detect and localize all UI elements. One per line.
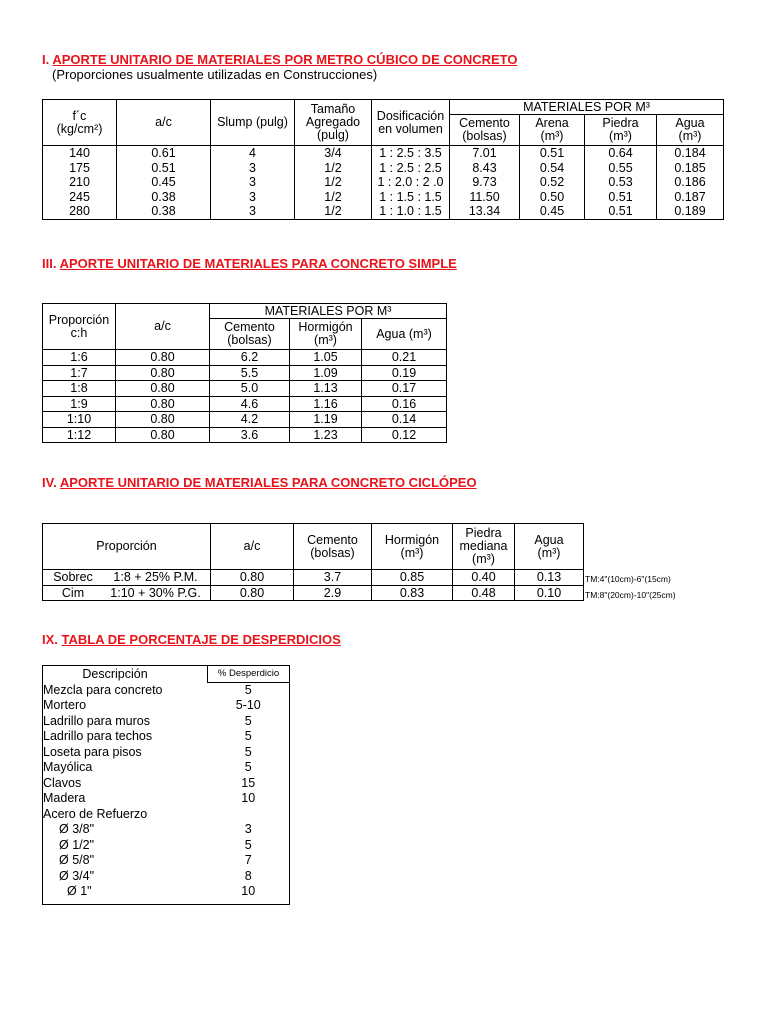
header-hormigon: Hormigón (m³)	[372, 524, 453, 570]
section-4-title	[42, 475, 477, 490]
slump-cell: 4	[211, 146, 295, 161]
hormigon-cell: 1.19	[290, 412, 362, 428]
waste-row	[43, 698, 290, 714]
concrete-row	[43, 146, 724, 161]
percent-cell: 5	[244, 744, 252, 759]
simple-concrete-row	[43, 365, 447, 381]
header-fc: f´c (kg/cm²)	[43, 100, 117, 146]
waste-row	[43, 884, 290, 904]
header-stone: Piedra (m³)	[585, 115, 657, 146]
concrete-row	[43, 204, 724, 219]
section-1-title	[42, 52, 518, 67]
percent-cell: 5	[244, 682, 252, 697]
cement-cell: 11.50	[450, 190, 520, 205]
cement-cell: 5.0	[210, 381, 290, 397]
section-1-note: (Proporciones usualmente utilizadas en Construcciones)	[52, 67, 378, 82]
type-label: Cim	[61, 585, 85, 600]
dosage-cell: 1 : 1.5 : 1.5	[372, 190, 450, 205]
aggregate-size-cell: 1/2	[295, 190, 372, 205]
percent-cell: 7	[244, 853, 252, 868]
ac-cell: 0.80	[116, 381, 210, 397]
header-water: Agua (m³)	[362, 319, 447, 350]
ac-cell: 0.51	[117, 161, 211, 176]
note-cimiento: TM:8"(20cm)-10"(25cm)	[585, 590, 676, 600]
waste-row	[43, 745, 290, 761]
cement-cell: 6.2	[210, 350, 290, 366]
proportion-label: 1:8 + 25% P.M.	[113, 570, 198, 585]
dosage-cell: 1 : 2.0 : 2 .0	[372, 175, 450, 190]
aggregate-size-cell: 3/4	[295, 146, 372, 161]
ac-cell: 0.80	[116, 365, 210, 381]
fc-cell: 210	[43, 175, 117, 190]
slump-cell: 3	[211, 204, 295, 219]
fc-cell: 245	[43, 190, 117, 205]
section-3-number: III.	[42, 256, 57, 271]
proportion-cell: 1:10	[43, 412, 116, 428]
ac-cell: 0.80	[211, 570, 294, 586]
hormigon-cell: 1.16	[290, 396, 362, 412]
section-4-number: IV.	[42, 475, 57, 490]
ac-cell: 0.38	[117, 190, 211, 205]
description-cell: Mayólica	[43, 760, 93, 775]
concrete-row	[43, 175, 724, 190]
cement-cell: 13.34	[450, 204, 520, 219]
waste-row	[43, 807, 290, 823]
ac-cell: 0.61	[117, 146, 211, 161]
stone-cell: 0.53	[585, 175, 657, 190]
header-materials: MATERIALES POR M³	[210, 304, 447, 319]
header-aggregate-size: Tamaño Agregado (pulg)	[295, 100, 372, 146]
cyclopean-row	[43, 585, 584, 601]
waste-row	[43, 714, 290, 730]
water-cell: 0.16	[362, 396, 447, 412]
header-slump: Slump (pulg)	[211, 100, 295, 146]
cement-cell: 3.7	[294, 570, 372, 586]
waste-row	[43, 729, 290, 745]
proportion-cell: 1:12	[43, 427, 116, 443]
stone-cell: 0.55	[585, 161, 657, 176]
waste-row	[43, 682, 290, 698]
simple-concrete-row	[43, 381, 447, 397]
cement-cell: 2.9	[294, 585, 372, 601]
slump-cell: 3	[211, 175, 295, 190]
section-9-title-text: TABLA DE PORCENTAJE DE DESPERDICIOS	[61, 632, 341, 647]
header-dosage: Dosificación en volumen	[372, 100, 450, 146]
median-stone-cell: 0.40	[453, 570, 515, 586]
note-sobrecimiento: TM:4"(10cm)-6"(15cm)	[585, 574, 671, 584]
description-cell: Ladrillo para muros	[43, 713, 150, 728]
stone-cell: 0.51	[585, 190, 657, 205]
header-hormigon: Hormigón (m³)	[290, 319, 362, 350]
ac-cell: 0.45	[117, 175, 211, 190]
percent-cell: 8	[244, 868, 252, 883]
concrete-row	[43, 161, 724, 176]
proportion-cell: 1:8	[43, 381, 116, 397]
percent-cell: 5-10	[235, 698, 261, 713]
percent-cell: 5	[244, 760, 252, 775]
aggregate-size-cell: 1/2	[295, 204, 372, 219]
dosage-cell: 1 : 2.5 : 2.5	[372, 161, 450, 176]
cement-cell: 5.5	[210, 365, 290, 381]
median-stone-cell: 0.48	[453, 585, 515, 601]
cement-cell: 4.6	[210, 396, 290, 412]
proportion-cell: 1:9	[43, 396, 116, 412]
aggregate-size-cell: 1/2	[295, 161, 372, 176]
section-9-number: IX.	[42, 632, 58, 647]
percent-cell: 5	[244, 713, 252, 728]
header-description: Descripción	[82, 666, 148, 681]
percent-cell	[208, 807, 290, 823]
header-sand: Arena (m³)	[520, 115, 585, 146]
proportion-cell	[43, 570, 211, 586]
description-cell: Ladrillo para techos	[43, 729, 153, 744]
header-water: Agua (m³)	[515, 524, 584, 570]
stone-cell: 0.64	[585, 146, 657, 161]
description-cell: Loseta para pisos	[43, 744, 142, 759]
sand-cell: 0.52	[520, 175, 585, 190]
description-cell: Acero de Refuerzo	[43, 806, 148, 821]
percent-cell: 5	[244, 729, 252, 744]
waste-percentage-table	[42, 665, 290, 905]
ac-cell: 0.80	[116, 427, 210, 443]
section-1-number: I.	[42, 52, 50, 67]
waste-row	[43, 869, 290, 885]
section-1-title-text: APORTE UNITARIO DE MATERIALES POR METRO CÚBICO DE CONCRETO	[52, 52, 518, 67]
waste-row	[43, 776, 290, 792]
fc-cell: 175	[43, 161, 117, 176]
header-cement: Cemento (bolsas)	[294, 524, 372, 570]
water-cell: 0.12	[362, 427, 447, 443]
description-cell: Ø 1"	[67, 884, 92, 899]
hormigon-cell: 1.05	[290, 350, 362, 366]
water-cell: 0.10	[515, 585, 584, 601]
dosage-cell: 1 : 2.5 : 3.5	[372, 146, 450, 161]
hormigon-cell: 1.09	[290, 365, 362, 381]
cement-cell: 7.01	[450, 146, 520, 161]
aggregate-size-cell: 1/2	[295, 175, 372, 190]
sand-cell: 0.45	[520, 204, 585, 219]
water-cell: 0.185	[657, 161, 724, 176]
percent-cell: 5	[244, 837, 252, 852]
simple-concrete-row	[43, 412, 447, 428]
header-cement: Cemento (bolsas)	[210, 319, 290, 350]
description-cell: Ø 1/2"	[59, 837, 95, 852]
water-cell: 0.19	[362, 365, 447, 381]
header-ac: a/c	[117, 100, 211, 146]
simple-concrete-row	[43, 350, 447, 366]
description-cell: Mortero	[43, 698, 87, 713]
cement-cell: 3.6	[210, 427, 290, 443]
ac-cell: 0.80	[116, 396, 210, 412]
waste-row	[43, 791, 290, 807]
waste-row	[43, 853, 290, 869]
water-cell: 0.21	[362, 350, 447, 366]
section-4-title-text: APORTE UNITARIO DE MATERIALES PARA CONCRETO CICLÓPEO	[59, 475, 477, 490]
waste-row	[43, 822, 290, 838]
header-waste-percent: % Desperdicio	[208, 666, 290, 683]
description-cell: Ø 3/8"	[59, 822, 95, 837]
waste-row	[43, 760, 290, 776]
percent-cell: 10	[241, 884, 256, 899]
percent-cell: 15	[241, 775, 256, 790]
water-cell: 0.14	[362, 412, 447, 428]
description-cell: Madera	[43, 791, 86, 806]
percent-cell: 3	[244, 822, 252, 837]
section-3-title-text: APORTE UNITARIO DE MATERIALES PARA CONCRETO SIMPLE	[59, 256, 457, 271]
dosage-cell: 1 : 1.0 : 1.5	[372, 204, 450, 219]
ac-cell: 0.80	[211, 585, 294, 601]
sand-cell: 0.50	[520, 190, 585, 205]
simple-concrete-row	[43, 427, 447, 443]
header-ac: a/c	[211, 524, 294, 570]
water-cell: 0.186	[657, 175, 724, 190]
header-proportion: Proporción c:h	[43, 304, 116, 350]
description-cell: Ø 5/8"	[59, 853, 95, 868]
header-ac: a/c	[116, 304, 210, 350]
water-cell: 0.184	[657, 146, 724, 161]
section-3-title	[42, 256, 457, 271]
hormigon-cell: 1.13	[290, 381, 362, 397]
proportion-cell	[43, 585, 211, 601]
slump-cell: 3	[211, 190, 295, 205]
sand-cell: 0.51	[520, 146, 585, 161]
ac-cell: 0.38	[117, 204, 211, 219]
water-cell: 0.13	[515, 570, 584, 586]
cement-cell: 4.2	[210, 412, 290, 428]
percent-cell: 10	[241, 791, 256, 806]
water-cell: 0.17	[362, 381, 447, 397]
stone-cell: 0.51	[585, 204, 657, 219]
proportion-cell: 1:7	[43, 365, 116, 381]
concrete-materials-table	[42, 99, 724, 220]
header-materials: MATERIALES POR M³	[450, 100, 724, 115]
fc-cell: 140	[43, 146, 117, 161]
header-cement: Cemento (bolsas)	[450, 115, 520, 146]
description-cell: Mezcla para concreto	[43, 682, 163, 697]
hormigon-cell: 0.85	[372, 570, 453, 586]
header-proportion: Proporción	[43, 524, 211, 570]
cyclopean-row	[43, 570, 584, 586]
header-median-stone: Piedra mediana (m³)	[453, 524, 515, 570]
simple-concrete-row	[43, 396, 447, 412]
proportion-label: 1:10 + 30% P.G.	[110, 585, 201, 600]
description-cell: Clavos	[43, 775, 82, 790]
slump-cell: 3	[211, 161, 295, 176]
water-cell: 0.189	[657, 204, 724, 219]
ac-cell: 0.80	[116, 350, 210, 366]
description-cell: Ø 3/4"	[59, 868, 95, 883]
hormigon-cell: 1.23	[290, 427, 362, 443]
hormigon-cell: 0.83	[372, 585, 453, 601]
cyclopean-concrete-table	[42, 523, 584, 601]
header-water: Agua (m³)	[657, 115, 724, 146]
ac-cell: 0.80	[116, 412, 210, 428]
water-cell: 0.187	[657, 190, 724, 205]
proportion-cell: 1:6	[43, 350, 116, 366]
fc-cell: 280	[43, 204, 117, 219]
waste-row	[43, 838, 290, 854]
type-label: Sobrec	[53, 570, 93, 585]
section-9-title	[42, 632, 341, 647]
sand-cell: 0.54	[520, 161, 585, 176]
simple-concrete-table	[42, 303, 447, 443]
cement-cell: 9.73	[450, 175, 520, 190]
concrete-row	[43, 190, 724, 205]
cement-cell: 8.43	[450, 161, 520, 176]
